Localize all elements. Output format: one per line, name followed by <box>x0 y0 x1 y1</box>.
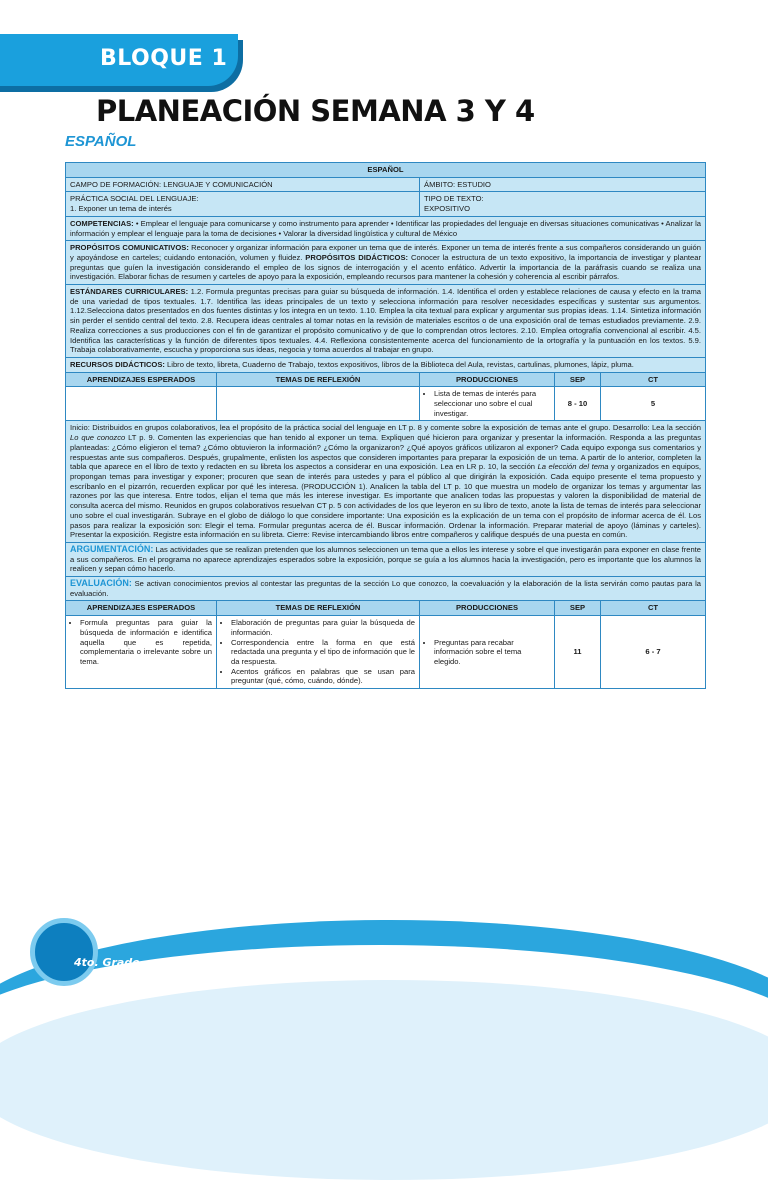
bloque-label: BLOQUE 1 <box>100 46 228 71</box>
row2-aprendizaje <box>66 616 217 689</box>
evaluacion-cell <box>66 577 706 601</box>
practica-value: 1. Exponer un tema de interés <box>70 204 172 214</box>
row1-produccion-item: • Lista de temas de interés para seleccionar uno sobre el cual investigar. <box>434 389 550 418</box>
actividad-p3: y organizados en equipos, propongan temas para investigar y exponer; procuren que sean de interés para ustedes y para el público al que dirigirán la exposición. Cada equipo presente el tema propuesto y escríbanlo en el pizarrón, recuerden explicar por qué les interesa. (PRODUCCIÓN 1). Analicen la tabla del LT p. 10 que muestra un modelo de organizar los temas y argumentar las razones por las que interesa. Entre todos, elijan el tema que más les interese investigar. Es importante que analicen todas las propuestas y valoren la disponibilidad de material de consulta acerca del mismo. Reunidos en grupos colaborativos resuelvan CT p. 5 con actividades de los que leyeron en su libro de texto, anote la lista de temas de interés para seleccionar uno sobre el cual investigarán. Subraye en el globo de diálogo lo que considere importante: Una exposición es la explicación de un tema con el propósito de informar acerca de él. Los pasos para realizar la exposición son: Elegir el tema. Formular preguntas acerca de él. Buscar información. Ordenar la información. Preparar material de apoyo (láminas y carteles). Presentar la exposición. Registre esta información en su libreta. Cierre: Revise intercambiando libros entre compañeros y califique después de una puesta en común. <box>70 462 702 540</box>
col2-aprendizajes: APRENDIZAJES ESPERADOS <box>66 601 217 616</box>
row2-tema-item: • Correspondencia entre la forma en que está redactada una pregunta y el tipo de información que le da respuesta. <box>231 638 415 667</box>
footer-logo-circle <box>30 918 98 986</box>
ambito-cell: ÁMBITO: ESTUDIO <box>420 177 706 192</box>
campo-cell: CAMPO DE FORMACIÓN: LENGUAJE Y COMUNICACIÓN <box>66 177 420 192</box>
recursos-cell <box>66 357 706 372</box>
estandares-cell <box>66 285 706 358</box>
row2-temas <box>217 616 420 689</box>
row2-produccion <box>420 616 555 689</box>
row1-ct: 5 <box>601 387 706 421</box>
row2-aprendizaje-item: • Formula preguntas para guiar la búsqueda de información e identifica aquella que es repetida, complementaria o irrelevante sobre un tema. <box>80 618 212 667</box>
row1-aprendizaje <box>66 387 217 421</box>
row1-temas <box>217 387 420 421</box>
competencias-label: COMPETENCIAS: <box>70 218 134 228</box>
row2-ct: 6 - 7 <box>601 616 706 689</box>
subject-heading: ESPAÑOL <box>65 133 137 150</box>
col-ct: CT <box>601 372 706 387</box>
practica-cell <box>66 192 420 216</box>
col-temas: TEMAS DE REFLEXIÓN <box>217 372 420 387</box>
recursos-label: RECURSOS DIDÁCTICOS: <box>70 359 165 369</box>
col-producciones: PRODUCCIONES <box>420 372 555 387</box>
tipo-cell <box>420 192 706 216</box>
table-title: ESPAÑOL <box>66 163 706 178</box>
argumentacion-cell <box>66 542 706 576</box>
row2-tema-item: • Acentos gráficos en palabras que se usan para preguntar (qué, cómo, cuándo, dónde). <box>231 667 415 686</box>
actividad-i1: Lo que conozco <box>70 433 126 443</box>
didacticos-text: Conocer la estructura de un texto expositivo, la importancia de investigar y plantear preguntas que guíen la investigación considerando el empleo de los signos de interrogación y el acento enfático. Advertir la importancia de la paráfrasis cuando se realiza una investigación. Elaborar fichas de resumen y carteles de apoyo para la exposición, empleando recursos para mantener la cohesión y coherencia al escribir párrafos. <box>70 252 702 282</box>
col2-ct: CT <box>601 601 706 616</box>
planning-table <box>65 162 706 689</box>
evaluacion-text: Se activan conocimientos previos al contestar las preguntas de la sección Lo que conozco, la coevaluación y la elaboración de la lista servirán como pautas para la evaluación. <box>70 579 701 598</box>
propositos-cell <box>66 241 706 285</box>
estandares-text: 1.2. Formula preguntas precisas para guiar su búsqueda de información. 1.4. Identifica el orden y establece relaciones de causa y efecto en la trama de una variedad de tipos textuales. 1.7. Identifica las ideas principales de un texto y selecciona información para resolver necesidades específicas y sustentar sus argumentos. 1.12.Selecciona datos presentados en dos fuentes distintas y los integra en un texto. 1.10. Emplea la cita textual para explicar y argumentar sus propias ideas. 1.14. Sintetiza información sin perder el sentido central del texto. 2.8. Recupera ideas centrales al tomar notas en la revisión de materiales escritos o de una exposición oral de temas estudiados previamente. 2.9. Realiza correcciones a sus producciones con el fin de garantizar el propósito comunicativo y de que lo comprendan otros lectores. 2.10. Emplea ortografía convencional al escribir. 4.5. Identifica las características y la función de diferentes tipos textuales. 4.4. Reflexiona consistentemente acerca del funcionamiento de la ortografía y la puntuación en los textos. 5.9. Trabaja colaborativamente, escucha y proporciona sus ideas, negocia y toma acuerdos al trabajar en grupo. <box>70 287 701 355</box>
row1-sep: 8 - 10 <box>555 387 601 421</box>
didacticos-label: PROPÓSITOS DIDÁCTICOS: <box>302 252 409 262</box>
col2-producciones: PRODUCCIONES <box>420 601 555 616</box>
row2-produccion-item: • Preguntas para recabar información sobre el tema elegido. <box>434 638 550 667</box>
competencias-cell <box>66 216 706 240</box>
row2-sep: 11 <box>555 616 601 689</box>
actividad-p2: LT p. 9. Comenten las experiencias que han tenido al exponer un tema. Expliquen qué hicieron para organizar y presentar la información. Responda a las preguntas planteadas: ¿Cómo eligieron el tema? ¿Cómo obtuvieron la información? ¿Cómo la organizaron? ¿Qué apoyos gráficos utilizaron al exponer? Cada equipo exponga sus comentarios y respuestas ante sus compañeros. Después, grupalmente, enlisten los aspectos que consideren importantes para preparar la exposición de un tema. A partir de lo anterior, completen la tabla que aparece en el libro de texto y redacten en su libreta los aspectos a considerar en una exposición. Lea en LR p. 10, la sección <box>70 433 701 472</box>
tipo-value: EXPOSITIVO <box>424 204 470 214</box>
col-sep: SEP <box>555 372 601 387</box>
tipo-label: TIPO DE TEXTO: <box>424 194 484 204</box>
competencias-text: • Emplear el lenguaje para comunicarse y como instrumento para aprender • Identificar las propiedades del lenguaje en diversas situaciones comunicativas • Analizar la información y emplear el lenguaje para la toma de decisiones • Valorar la diversidad lingüística y cultural de México <box>70 218 701 238</box>
recursos-text: Libro de texto, libreta, Cuaderno de Trabajo, textos expositivos, libros de la Biblioteca del Aula, revistas, cartulinas, plumones, lápiz, pluma. <box>164 359 634 369</box>
argumentacion-label: ARGUMENTACIÓN: <box>70 543 154 554</box>
actividad-p1: Inicio: Distribuidos en grupos colaborativos, lea el propósito de la práctica social del lenguaje en LT p. 8 y comente sobre la exposición de temas ante el grupo. Desarrollo: Lea la sección <box>70 423 701 433</box>
row1-produccion <box>420 387 555 421</box>
col2-sep: SEP <box>555 601 601 616</box>
col2-temas: TEMAS DE REFLEXIÓN <box>217 601 420 616</box>
actividad-i2: La elección del tema <box>537 462 609 472</box>
page-title: PLANEACIÓN SEMANA 3 Y 4 <box>96 94 535 128</box>
footer-wave-light <box>0 980 768 1180</box>
actividad-cell <box>66 421 706 542</box>
grade-label: 4to. Grado <box>74 956 140 969</box>
estandares-label: ESTÁNDARES CURRICULARES: <box>70 287 189 297</box>
propositos-label: PROPÓSITOS COMUNICATIVOS: <box>70 243 189 253</box>
propositos-text: Reconocer y organizar información para exponer un tema que de interés. Exponer un tema de interés frente a sus compañeros considerando un guión y apoyándose en carteles; cuidando entonación, volumen y fluidez. <box>70 243 701 262</box>
col-aprendizajes: APRENDIZAJES ESPERADOS <box>66 372 217 387</box>
argumentacion-text: Las actividades que se realizan pretenden que los alumnos seleccionen un tema que a ellos les interese y sobre el que investigarán para exponer en clase frente a sus compañeros. En el programa no aparece aprendizajes esperados sobre la exposición, porque se guía a los alumnos hacia la investigación, pero es importante que los alumnos la realicen y sepan cómo hacerlo. <box>70 544 701 574</box>
row2-tema-item: • Elaboración de preguntas para guiar la búsqueda de información. <box>231 618 415 637</box>
practica-label: PRÁCTICA SOCIAL DEL LENGUAJE: <box>70 194 199 204</box>
evaluacion-label: EVALUACIÓN: <box>70 578 132 589</box>
